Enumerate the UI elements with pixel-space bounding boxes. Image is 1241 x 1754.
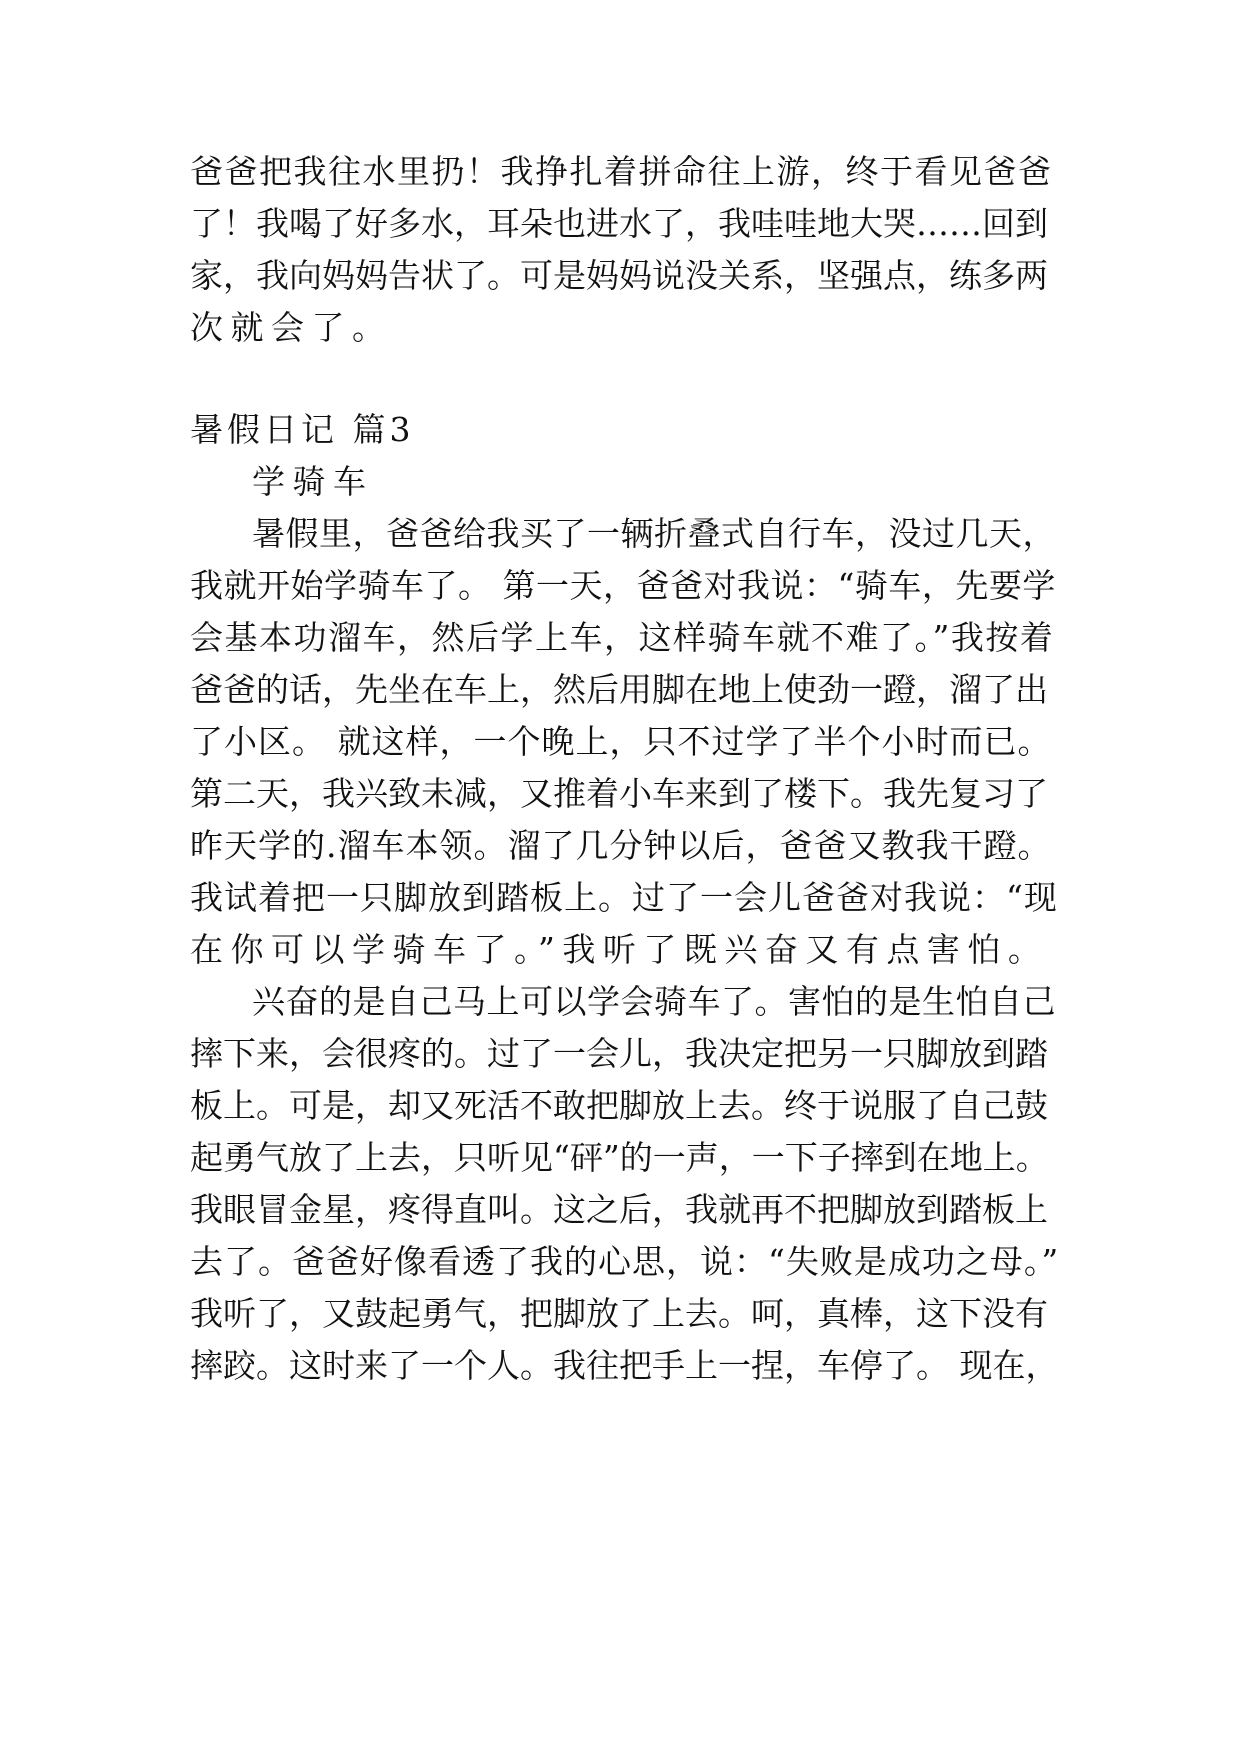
text-line: 爸爸把我往水里扔！我挣扎着拼命往上游，终于看见爸爸 bbox=[190, 152, 1053, 191]
essay-subtitle: 学骑车 bbox=[252, 462, 374, 501]
text-line: 爸爸的话，先坐在车上，然后用脚在地上使劲一蹬，溜了出 bbox=[190, 670, 1048, 709]
text-line: 家，我向妈妈告状了。可是妈妈说没关系，坚强点，练多两 bbox=[190, 256, 1048, 295]
text-line: 摔下来，会很疼的。过了一会儿，我决定把另一只脚放到踏 bbox=[190, 1034, 1048, 1073]
text-line: 会基本功溜车，然后学上车，这样骑车就不难了。”我按着 bbox=[190, 618, 1055, 657]
section-heading: 暑假日记 篇3 bbox=[190, 410, 415, 449]
text-line: 了！我喝了好多水，耳朵也进水了，我哇哇地大哭……回到 bbox=[190, 204, 1048, 243]
text-line: 去了。爸爸好像看透了我的心思，说：“失败是成功之母。” bbox=[190, 1242, 1060, 1281]
text-line: 板上。可是，却又死活不敢把脚放上去。终于说服了自己鼓 bbox=[190, 1086, 1048, 1125]
text-line: 次就会了。 bbox=[190, 308, 393, 347]
text-line: 昨天学的.溜车本领。溜了几分钟以后，爸爸又教我干蹬。 bbox=[190, 826, 1052, 865]
text-line: 我听了，又鼓起勇气，把脚放了上去。呵，真棒，这下没有 bbox=[190, 1294, 1048, 1333]
text-line: 暑假里，爸爸给我买了一辆折叠式自行车，没过几天， bbox=[252, 514, 1056, 553]
text-line: 我眼冒金星，疼得直叫。这之后，我就再不把脚放到踏板上 bbox=[190, 1190, 1048, 1229]
text-line: 在你可以学骑车了。”我听了既兴奋又有点害怕。 bbox=[190, 930, 1049, 969]
text-line: 了小区。 就这样，一个晚上，只不过学了半个小时而已。 bbox=[190, 722, 1052, 761]
text-line: 摔跤。这时来了一个人。我往把手上一捏，车停了。 现在， bbox=[190, 1346, 1059, 1385]
text-line: 兴奋的是自己马上可以学会骑车了。害怕的是生怕自己 bbox=[252, 982, 1056, 1021]
text-line: 起勇气放了上去，只听见“砰”的一声，一下子摔到在地上。 bbox=[190, 1138, 1049, 1177]
text-line: 我就开始学骑车了。 第一天，爸爸对我说：“骑车，先要学 bbox=[190, 566, 1056, 605]
text-line: 第二天，我兴致未减，又推着小车来到了楼下。我先复习了 bbox=[190, 774, 1048, 813]
text-line: 我试着把一只脚放到踏板上。过了一会儿爸爸对我说：“现 bbox=[190, 878, 1058, 917]
